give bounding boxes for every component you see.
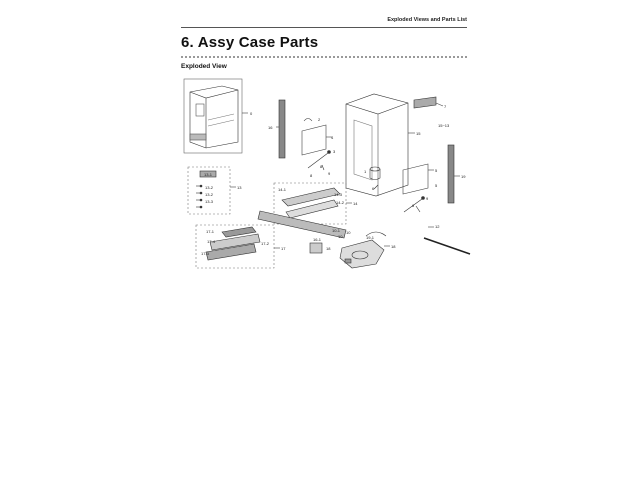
- callout-16-1: 16-1: [313, 237, 322, 242]
- callout-9a: 9: [328, 171, 331, 176]
- small-pin: [374, 185, 378, 189]
- toe-kick-rod: [424, 238, 470, 254]
- callout-5a: 5: [435, 168, 438, 173]
- callout-2: 2: [318, 117, 321, 122]
- callout-1: 1: [364, 169, 367, 174]
- base-pump-assembly: [340, 232, 386, 268]
- leveling-foot: [370, 167, 380, 180]
- callout-10-1: 10-1: [332, 228, 341, 233]
- left-side-rail: [279, 100, 285, 158]
- callout-17-3: 17-3: [201, 251, 210, 256]
- callout-19-1: 19-1: [366, 235, 375, 240]
- callout-7: 7: [444, 104, 447, 109]
- page-title: 6. Assy Case Parts: [181, 34, 319, 51]
- callout-17-2: 17-2: [261, 241, 270, 246]
- callout-17: 17: [281, 246, 286, 251]
- callout-13: 13: [237, 185, 242, 190]
- outer-case: [346, 94, 408, 196]
- callout-6: 6: [372, 186, 375, 191]
- callout-5b: 5: [435, 183, 438, 188]
- header-section-text: Exploded Views and Parts List: [387, 17, 467, 23]
- part-18-module: [310, 243, 322, 253]
- callout-15: 15: [416, 131, 421, 136]
- callout-13-1: 13-1: [204, 172, 213, 177]
- leader-7: [436, 103, 443, 106]
- callout-10: 10: [338, 234, 343, 239]
- callout-0: 0: [250, 111, 253, 116]
- callout-8b: 8: [310, 173, 313, 178]
- callout-9b: 9: [426, 196, 429, 201]
- callout-4: 4: [331, 135, 334, 140]
- callout-14-1: 14-1: [278, 187, 287, 192]
- right-insulation-panel: [403, 164, 428, 194]
- callout-14: 14: [353, 201, 358, 206]
- callout-15-13: 15~13: [438, 123, 450, 128]
- left-insulation-panel: [302, 125, 326, 155]
- screw-set-right: [404, 197, 425, 213]
- callout-17-1: 17-1: [206, 229, 215, 234]
- callout-12: 12: [435, 224, 440, 229]
- callout-13-2a: 13-2: [205, 185, 214, 190]
- section-subtitle: Exploded View: [181, 63, 227, 70]
- callout-14-3: 14-3: [334, 192, 343, 197]
- callout-8c: 8: [412, 203, 415, 208]
- part-13-screws: [196, 185, 202, 208]
- callout-16: 16: [268, 125, 273, 130]
- callout-18b: 18: [391, 244, 396, 249]
- callout-8a: 8: [320, 164, 323, 169]
- callout-13-3: 13-3: [205, 199, 214, 204]
- top-bracket: [414, 97, 436, 108]
- callout-17-4: 17-4: [207, 239, 216, 244]
- callout-19: 19: [461, 174, 466, 179]
- callout-14-2: 14-2: [336, 200, 345, 205]
- callout-13-2b: 13-2: [205, 192, 214, 197]
- hose-clip: [304, 119, 312, 122]
- assembled-unit-inset: [184, 79, 242, 153]
- callout-3: 3: [333, 149, 336, 154]
- right-side-rail: [448, 145, 454, 203]
- callout-18: 18: [326, 246, 331, 251]
- callout-10b: 10: [346, 230, 351, 235]
